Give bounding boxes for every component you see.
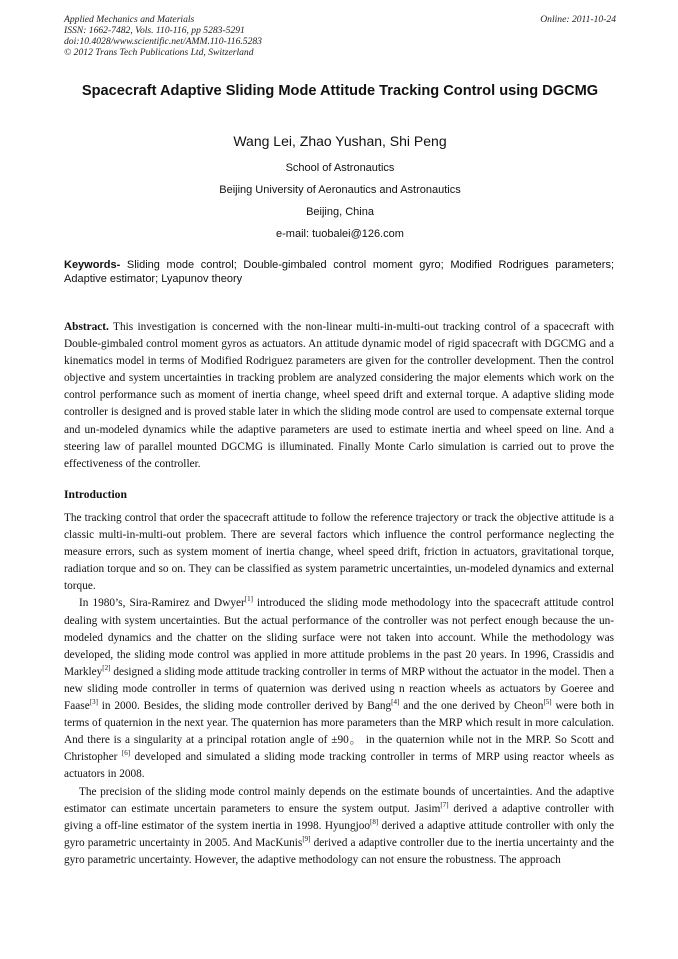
text-run: The precision of the sliding mode control mainly depends on the estimate bounds of uncertainties. And the adaptive estimator can estimate uncertain parameters to ensure the system output. Jasim xyxy=(64,785,614,815)
text-run: derived a adaptive controller with giving a off-line estimator of the system inertia in 1998. Hyungjoo xyxy=(64,802,614,832)
citation-1[interactable]: [1] xyxy=(244,595,253,604)
intro-paragraph-3 xyxy=(64,784,614,869)
text-run: introduced the sliding mode methodology into the spacecraft attitude control dealing with system uncertainties. But the actual performance of the controller was not perfect enough because the un-modeled dynamics and the chatter on the sliding surface were not taken into account. While the methodology was developed, the sliding mode control was applied in more attitude problems in the past 20 years. In 1996, Crassidis and Markley xyxy=(64,597,615,678)
citation-6[interactable]: [6] xyxy=(121,749,131,758)
text-run: In 1980’s, Sira-Ramirez and Dwyer xyxy=(79,597,245,610)
text-run: and the one derived by Cheon xyxy=(399,700,544,713)
citation-8[interactable]: [8] xyxy=(370,817,379,826)
author-list: Wang Lei, Zhao Yushan, Shi Peng xyxy=(233,133,447,149)
journal-name: Applied Mechanics and Materials xyxy=(64,14,195,25)
citation-4[interactable]: [4] xyxy=(391,698,400,707)
text-run: derived a adaptive attitude controller with only the gyro parametric uncertainty in 2005. And MacKunis xyxy=(64,819,614,849)
paper-title: Spacecraft Adaptive Sliding Mode Attitude Tracking Control using DGCMG xyxy=(81,83,599,99)
journal-header xyxy=(64,14,616,58)
introduction-body xyxy=(64,510,614,869)
keywords-label: Keywords- xyxy=(64,259,121,271)
author-email[interactable]: e-mail: tuobalei@126.com xyxy=(276,228,404,240)
section-title-introduction: Introduction xyxy=(64,488,127,501)
citation-2[interactable]: [2] xyxy=(102,664,111,673)
text-run: derived a adaptive controller due to the inertia uncertainty and the gyro parametric uncertainty. However, the adaptive methodology can not ensure the robustness. The approach xyxy=(64,836,614,866)
text-run: in 2000. Besides, the sliding mode controller derived by Bang xyxy=(97,700,392,713)
doi-line[interactable]: doi:10.4028/www.scientific.net/AMM.110-116.5283 xyxy=(64,36,262,47)
text-run: were both in terms of quaternion in the next year. The quaternion has more parameters than the MRP which result in more calculation. And there is a singularity at a principal rotation angle of ±90。 in the quaternion while not in the MRP. So Scott and Christopher xyxy=(64,700,614,764)
affiliation-school: School of Astronautics xyxy=(285,162,395,174)
affiliation-university: Beijing University of Aeronautics and Astronautics xyxy=(219,184,461,196)
copyright-line: © 2012 Trans Tech Publications Ltd, Switzerland xyxy=(64,47,254,58)
citation-9[interactable]: [9] xyxy=(302,835,311,844)
affiliation-block xyxy=(64,157,616,245)
intro-paragraph-2 xyxy=(64,595,614,783)
text-run: designed a sliding mode attitude tracking controller in terms of MRP without the actuator in the model. Then a new sliding mode controller in terms of quaternion was derived using n reaction wheels as actuators by Goeree and Faase xyxy=(64,665,614,713)
citation-5[interactable]: [5] xyxy=(543,698,552,707)
text-run: developed and simulated a sliding mode tracking controller in terms of MRP using reactor wheels as actuators in 2008. xyxy=(64,751,614,781)
keywords-block xyxy=(64,259,614,286)
abstract-text: This investigation is concerned with the non-linear multi-in-multi-out tracking control of a spacecraft with Double-gimbaled control moment gyros as actuators. An attitude dynamic model of rigid spacecraft with DGCMG and a kinematics model in terms of Modified Rodriguez parameters are given for the controller development. Then the control objective and system uncertainties in tracking problem are analyzed considering the major elements which work on the control performance such as moment of inertia change, wheel speed drift and external torque. A adaptive sliding mode controller is designed and is proved stable later in which the sliding mode control are used to compensate external torque and un-modeled dynamics while the adaptive parameters are used to estimate inertia and wheel speed on line. And a steering law of parallel mounted DGCMG is illuminated. Finally Monte Carlo simulation is carried out to prove the effectiveness of the controller. xyxy=(64,321,614,470)
affiliation-city: Beijing, China xyxy=(306,206,374,218)
keywords-text: Sliding mode control; Double-gimbaled control moment gyro; Modified Rodrigues parameters; Adaptive estimator; Lyapunov theory xyxy=(64,259,614,285)
citation-3[interactable]: [3] xyxy=(89,698,98,707)
online-date: Online: 2011-10-24 xyxy=(540,14,616,25)
abstract-label: Abstract. xyxy=(64,321,109,333)
issn-line: ISSN: 1662-7482, Vols. 110-116, pp 5283-5291 xyxy=(64,25,245,36)
abstract-block xyxy=(64,319,614,473)
citation-7[interactable]: [7] xyxy=(440,800,449,809)
intro-paragraph-1: The tracking control that order the spacecraft attitude to follow the reference trajectory or track the objective attitude is a classic multi-in-multi-out problem. There are several factors which influence the control performance neglecting the measure errors, such as system moment of inertia change, wheel speed drift, friction in actuators, gravitational torque, radiation torque and so on. They can be classified as system parametric uncertainties, un-modeled dynamics and external torque. xyxy=(64,512,614,593)
